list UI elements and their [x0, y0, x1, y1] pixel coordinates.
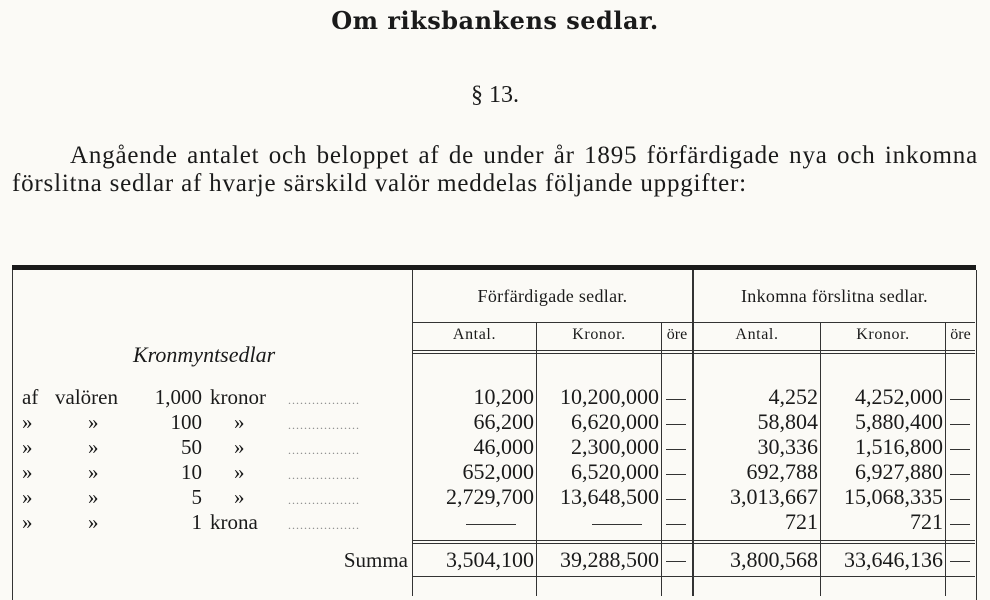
cell-kronor-2: 5,880,400	[855, 409, 943, 434]
row-prefix: »	[22, 435, 33, 459]
cell-antal-2: 58,804	[757, 409, 818, 434]
ore-dash	[666, 499, 686, 500]
row-unit: »	[234, 460, 245, 484]
ore-dash	[666, 424, 686, 425]
header-rule-3	[412, 353, 975, 354]
header-rule-1	[412, 322, 975, 323]
row-denomination: 100	[170, 410, 202, 434]
group-header-forfardigade: Förfärdigade sedlar.	[477, 286, 628, 306]
ore-dash	[950, 474, 970, 475]
divider-d	[945, 322, 946, 596]
dot-leader: ..................	[288, 518, 360, 532]
summa-antal-2: 3,800,568	[730, 547, 818, 572]
group-header-inkomna: Inkomna förslitna sedlar.	[741, 286, 928, 306]
subheader-ore-1: öre	[666, 326, 688, 343]
row-unit: »	[234, 410, 245, 434]
row-prefix: »	[22, 510, 33, 534]
dot-leader: ..................	[288, 393, 360, 407]
ore-dash	[666, 561, 686, 562]
row-valoren: »	[88, 460, 99, 484]
cell-kronor-2: 15,068,335	[844, 484, 943, 509]
cell-kronor-2: 4,252,000	[855, 384, 943, 409]
row-valoren: »	[88, 435, 99, 459]
summa-label: Summa	[343, 548, 408, 572]
row-valoren: »	[88, 510, 99, 534]
row-valoren: »	[88, 485, 99, 509]
row-unit: kronor	[210, 385, 266, 409]
row-prefix: »	[22, 485, 33, 509]
row-valoren: »	[88, 410, 99, 434]
ore-dash	[950, 524, 970, 525]
summa-rule-1	[412, 540, 975, 541]
ore-dash	[666, 449, 686, 450]
summa-antal-1: 3,504,100	[446, 547, 534, 572]
cell-antal-1: 10,200	[473, 384, 534, 409]
cell-kronor-2: 1,516,800	[855, 434, 943, 459]
cell-kronor-1: 13,648,500	[560, 484, 659, 509]
row-unit: »	[234, 435, 245, 459]
row-valoren: valören	[55, 385, 118, 409]
ore-dash	[950, 561, 970, 562]
stub-title: Kronmyntsedlar	[133, 342, 276, 367]
row-prefix: »	[22, 460, 33, 484]
ore-dash	[666, 399, 686, 400]
row-denomination: 5	[191, 485, 202, 509]
dot-leader: ..................	[288, 418, 360, 432]
row-prefix: »	[22, 410, 33, 434]
summa-kronor-1: 39,288,500	[560, 547, 659, 572]
summa-rule-2	[412, 543, 975, 544]
ore-dash	[950, 399, 970, 400]
cell-antal-1: 652,000	[462, 459, 534, 484]
dot-leader: ..................	[288, 493, 360, 507]
subheader-antal-2: Antal.	[735, 326, 779, 343]
cell-antal-2: 30,336	[757, 434, 818, 459]
cell-kronor-2: 721	[910, 509, 943, 534]
row-denomination: 1	[191, 510, 202, 534]
subheader-kronor-1: Kronor.	[572, 326, 626, 343]
subheader-ore-2: öre	[950, 326, 971, 343]
cell-antal-1: 66,200	[473, 409, 534, 434]
row-unit: krona	[210, 510, 258, 534]
dot-leader: ..................	[288, 443, 360, 457]
dot-leader: ..................	[288, 468, 360, 482]
row-denomination: 10	[181, 460, 202, 484]
cell-antal-1: 2,729,700	[446, 484, 534, 509]
page-heading: Om riksbankens sedlar.	[331, 6, 659, 35]
header-rule-2	[412, 350, 975, 351]
cell-kronor-1: 2,300,000	[571, 434, 659, 459]
cell-antal-2: 4,252	[768, 384, 818, 409]
intro-paragraph: Angående antalet och beloppet af de under år 1895 förfärdigade nya och inkomna förslitna sedlar af hvarje särskild valör meddelas följande uppgifter:	[12, 142, 978, 197]
divider-b	[661, 322, 662, 596]
ore-dash	[666, 524, 686, 525]
section-number: § 13.	[471, 82, 519, 108]
row-denomination: 50	[181, 435, 202, 459]
ore-dash	[950, 449, 970, 450]
cell-kronor-1: 6,520,000	[571, 459, 659, 484]
cell-antal-1: 46,000	[473, 434, 534, 459]
cell-antal-2: 3,013,667	[730, 484, 818, 509]
row-denomination: 1,000	[154, 385, 202, 409]
ore-dash	[950, 424, 970, 425]
empty-dash	[592, 524, 642, 525]
empty-dash	[466, 524, 516, 525]
summa-kronor-2: 33,646,136	[844, 547, 943, 572]
cell-kronor-2: 6,927,880	[855, 459, 943, 484]
subheader-kronor-2: Kronor.	[856, 326, 910, 343]
ore-dash	[950, 499, 970, 500]
summa-rule-3	[412, 576, 975, 577]
ore-dash	[666, 474, 686, 475]
cell-kronor-1: 6,620,000	[571, 409, 659, 434]
cell-antal-2: 692,788	[746, 459, 818, 484]
cell-antal-2: 721	[785, 509, 818, 534]
cell-kronor-1: 10,200,000	[560, 384, 659, 409]
row-unit: »	[234, 485, 245, 509]
subheader-antal-1: Antal.	[452, 326, 497, 343]
row-prefix: af	[22, 385, 39, 409]
